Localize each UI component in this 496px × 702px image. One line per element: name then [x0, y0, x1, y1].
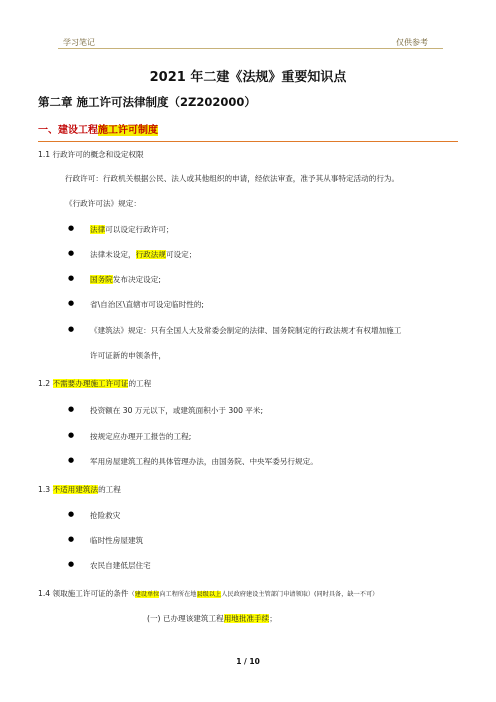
bullet: ● [68, 456, 75, 464]
s11-bullet-4: 省\自治区\直辖市可设定临时性的; [90, 300, 204, 309]
header-left: 学习笔记 [63, 38, 95, 47]
bullet: ● [68, 535, 75, 543]
document-title: 2021 年二建《法规》重要知识点 [149, 70, 347, 85]
s13-bullet-1: 抢险救灾 [90, 511, 121, 520]
s13-bullet-3: 农民自建低层住宅 [90, 561, 151, 570]
s14-note-mid: 向工程所在地 [159, 591, 197, 598]
s12-num: 1.2 [38, 379, 53, 388]
s14-item1-hl: 用地批准手续 [223, 614, 270, 623]
s13-rest: 的工程 [98, 485, 121, 494]
s11-b3-rest: 发布决定设定; [112, 275, 161, 284]
page-number: 1 / 10 [236, 657, 260, 666]
s11-b2-rest: 可设定； [165, 250, 197, 259]
s13-hl: 不适用建筑法 [52, 485, 99, 494]
chapter-heading: 第二章 施工许可法律制度（2Z202000） [38, 95, 256, 109]
s11-bullet-5-line2: 许可证新的申领条件， [90, 351, 166, 360]
s12-bullet-3: 军用房屋建筑工程的具体管理办法，由国务院、中央军委另行规定。 [90, 457, 318, 466]
s14-heading [38, 588, 378, 599]
s13-heading [38, 484, 121, 495]
bullet: ● [68, 274, 75, 282]
s14-item-1 [147, 613, 277, 624]
s11-definition: 行政许可：行政机关根据公民、法人或其他组织的申请，经依法审查，准予其从事特定活动的行为。 [65, 174, 400, 183]
bullet: ● [68, 224, 75, 232]
s12-rest: 的工程 [128, 379, 152, 388]
s14-item1-pre: (一) 已办理该建筑工程 [147, 614, 224, 623]
s14-note-hl1: 建设单位 [134, 591, 160, 598]
s11-b2-pre: 法律未设定， [90, 250, 136, 259]
s13-bullet-2: 临时性房屋建筑 [90, 536, 144, 545]
s11-b2-hl: 行政法规 [135, 250, 166, 259]
s11-bullet-3 [90, 274, 161, 285]
s14-note-rest: 人民政府建设主管部门申请领取）(同时具备，缺一不可） [221, 591, 379, 598]
s11-b1-hl: 法律 [90, 225, 106, 234]
s11-law-intro: 《行政许可法》规定： [65, 199, 141, 208]
section-prefix: 一、建设工程 [38, 125, 98, 136]
section-highlight: 施工许可制度 [98, 125, 158, 136]
bullet: ● [68, 510, 75, 518]
bullet: ● [68, 299, 75, 307]
s11-heading: 1.1 行政许可的概念和设定权限 [38, 150, 144, 159]
s14-note-hl2: 县级以上 [196, 591, 222, 598]
s11-bullet-5-line1: 《建筑法》规定：只有全国人大及常委会制定的法律、国务院制定的行政法规才有权增加施工 [90, 326, 402, 335]
s11-b3-hl: 国务院 [90, 275, 113, 284]
bullet: ● [68, 431, 75, 439]
header-right: 仅供参考 [396, 38, 428, 47]
s12-hl: 不需要办理施工许可证 [52, 379, 129, 388]
s12-bullet-1: 投资额在 30 万元以下，或建筑面积小于 300 平米; [90, 406, 264, 415]
s11-bullet-2 [90, 249, 196, 260]
s14-note-pre: （ [128, 591, 135, 598]
bullet: ● [68, 560, 75, 568]
s11-b1-rest: 可以设定行政许可； [105, 225, 174, 234]
s14-note [128, 591, 378, 598]
s12-bullet-2: 按规定应办理开工报告的工程; [90, 432, 192, 441]
bullet: ● [68, 249, 75, 257]
section-rule [38, 141, 458, 142]
s14-item1-rest: ； [269, 614, 277, 623]
s14-heading-text: 1.4 领取施工许可证的条件 [38, 589, 129, 598]
bullet: ● [68, 405, 75, 413]
header-rule [58, 48, 443, 49]
section-heading [38, 121, 158, 136]
page-header [0, 0, 496, 47]
s11-bullet-1 [90, 224, 174, 235]
bullet: ● [68, 325, 75, 333]
s13-num: 1.3 [38, 485, 53, 494]
s12-heading [38, 378, 151, 389]
